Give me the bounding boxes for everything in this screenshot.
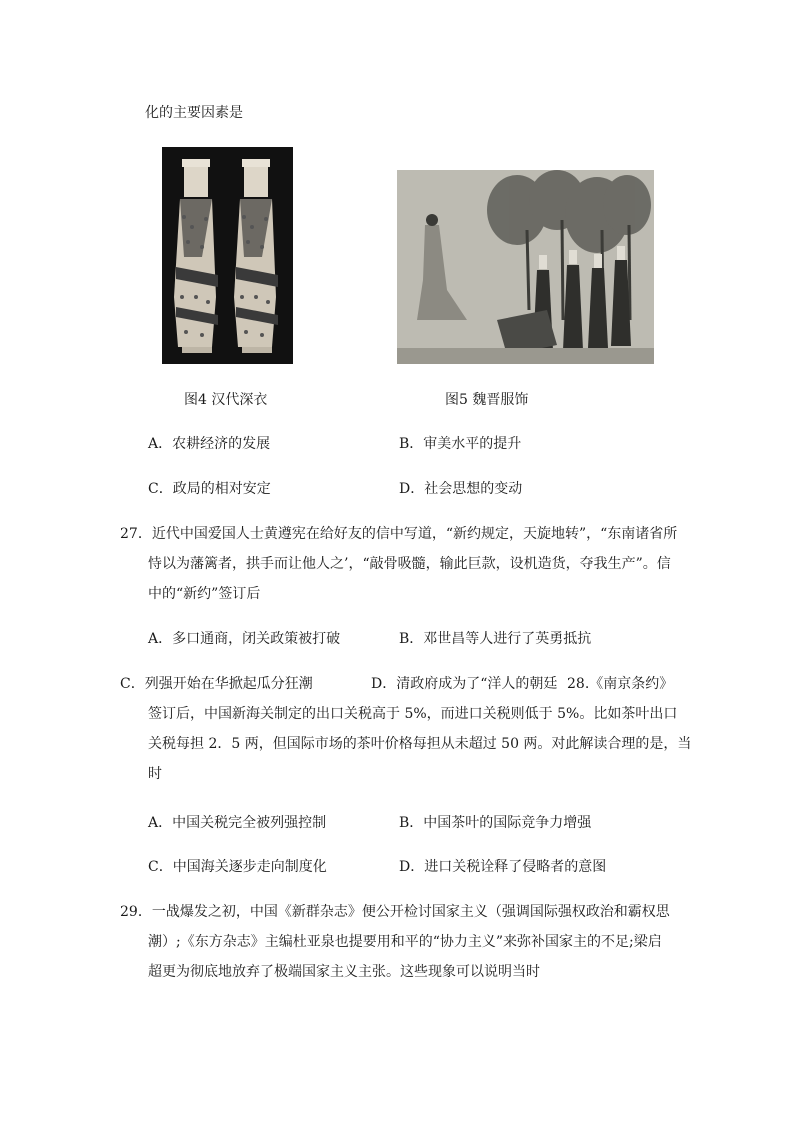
q28-option-d[interactable]: D．进口关税诠释了侵略者的意图 [399,859,607,875]
q29-stem-line-3: 超更为彻底地放弃了极端国家主义主张。这些现象可以说明当时 [148,964,540,980]
q27-stem-line-3: 中的“新约”签订后 [148,586,261,602]
figure-5-image [397,170,654,364]
q28-stem-line-2: 签订后，中国新海关制定的出口关税高于 5%，而进口关税则低于 5%。比如茶叶出口 [148,706,678,722]
figure-4-caption: 图4 汉代深衣 [184,392,268,408]
q27-stem-line-1: 27．近代中国爱国人士黄遵宪在给好友的信中写道，“新约规定，天旋地转”，“东南诸省所 [120,526,678,542]
q28-stem-line-3: 关税每担 2．5 两，但国际市场的茶叶价格每担从未超过 50 两。对此解读合理的是，当 [148,736,692,752]
q27-option-a[interactable]: A．多口通商，闭关政策被打破 [148,631,341,647]
q27-stem-line-2: 恃以为藩篱者，拱手而让他人之’，“敲骨吸髓，输此巨款，设机造货，夺我生产”。信 [148,556,671,572]
figure-4-image [162,147,293,364]
q27-option-b[interactable]: B．邓世昌等人进行了英勇抵抗 [399,631,592,647]
q28-option-c[interactable]: C．中国海关逐步走向制度化 [148,859,327,875]
question-stem-tail: 化的主要因素是 [145,105,243,121]
q26-option-c[interactable]: C．政局的相对安定 [148,481,271,497]
q27-option-d[interactable]: D．清政府成为了“洋人的朝廷 [371,676,558,692]
q28-stem-line-1: 28.《南京条约》 [567,676,674,692]
q29-stem-line-2: 潮）;《东方杂志》主编杜亚泉也提要用和平的“协力主义”来弥补国家主的不足;梁启 [148,934,662,950]
q26-option-b[interactable]: B．审美水平的提升 [399,436,522,452]
q28-stem-line-4: 时 [148,766,162,782]
q26-option-d[interactable]: D．社会思想的变动 [399,481,523,497]
q29-stem-line-1: 29．一战爆发之初，中国《新群杂志》便公开检讨国家主义（强调国际强权政治和霸权思 [120,904,670,920]
q26-option-a[interactable]: A．农耕经济的发展 [148,436,271,452]
q28-option-a[interactable]: A．中国关税完全被列强控制 [148,815,327,831]
figure-5-caption: 图5 魏晋服饰 [445,392,529,408]
q27-option-c[interactable]: C．列强开始在华掀起瓜分狂潮 [120,676,313,692]
q28-option-b[interactable]: B．中国茶叶的国际竞争力增强 [399,815,592,831]
